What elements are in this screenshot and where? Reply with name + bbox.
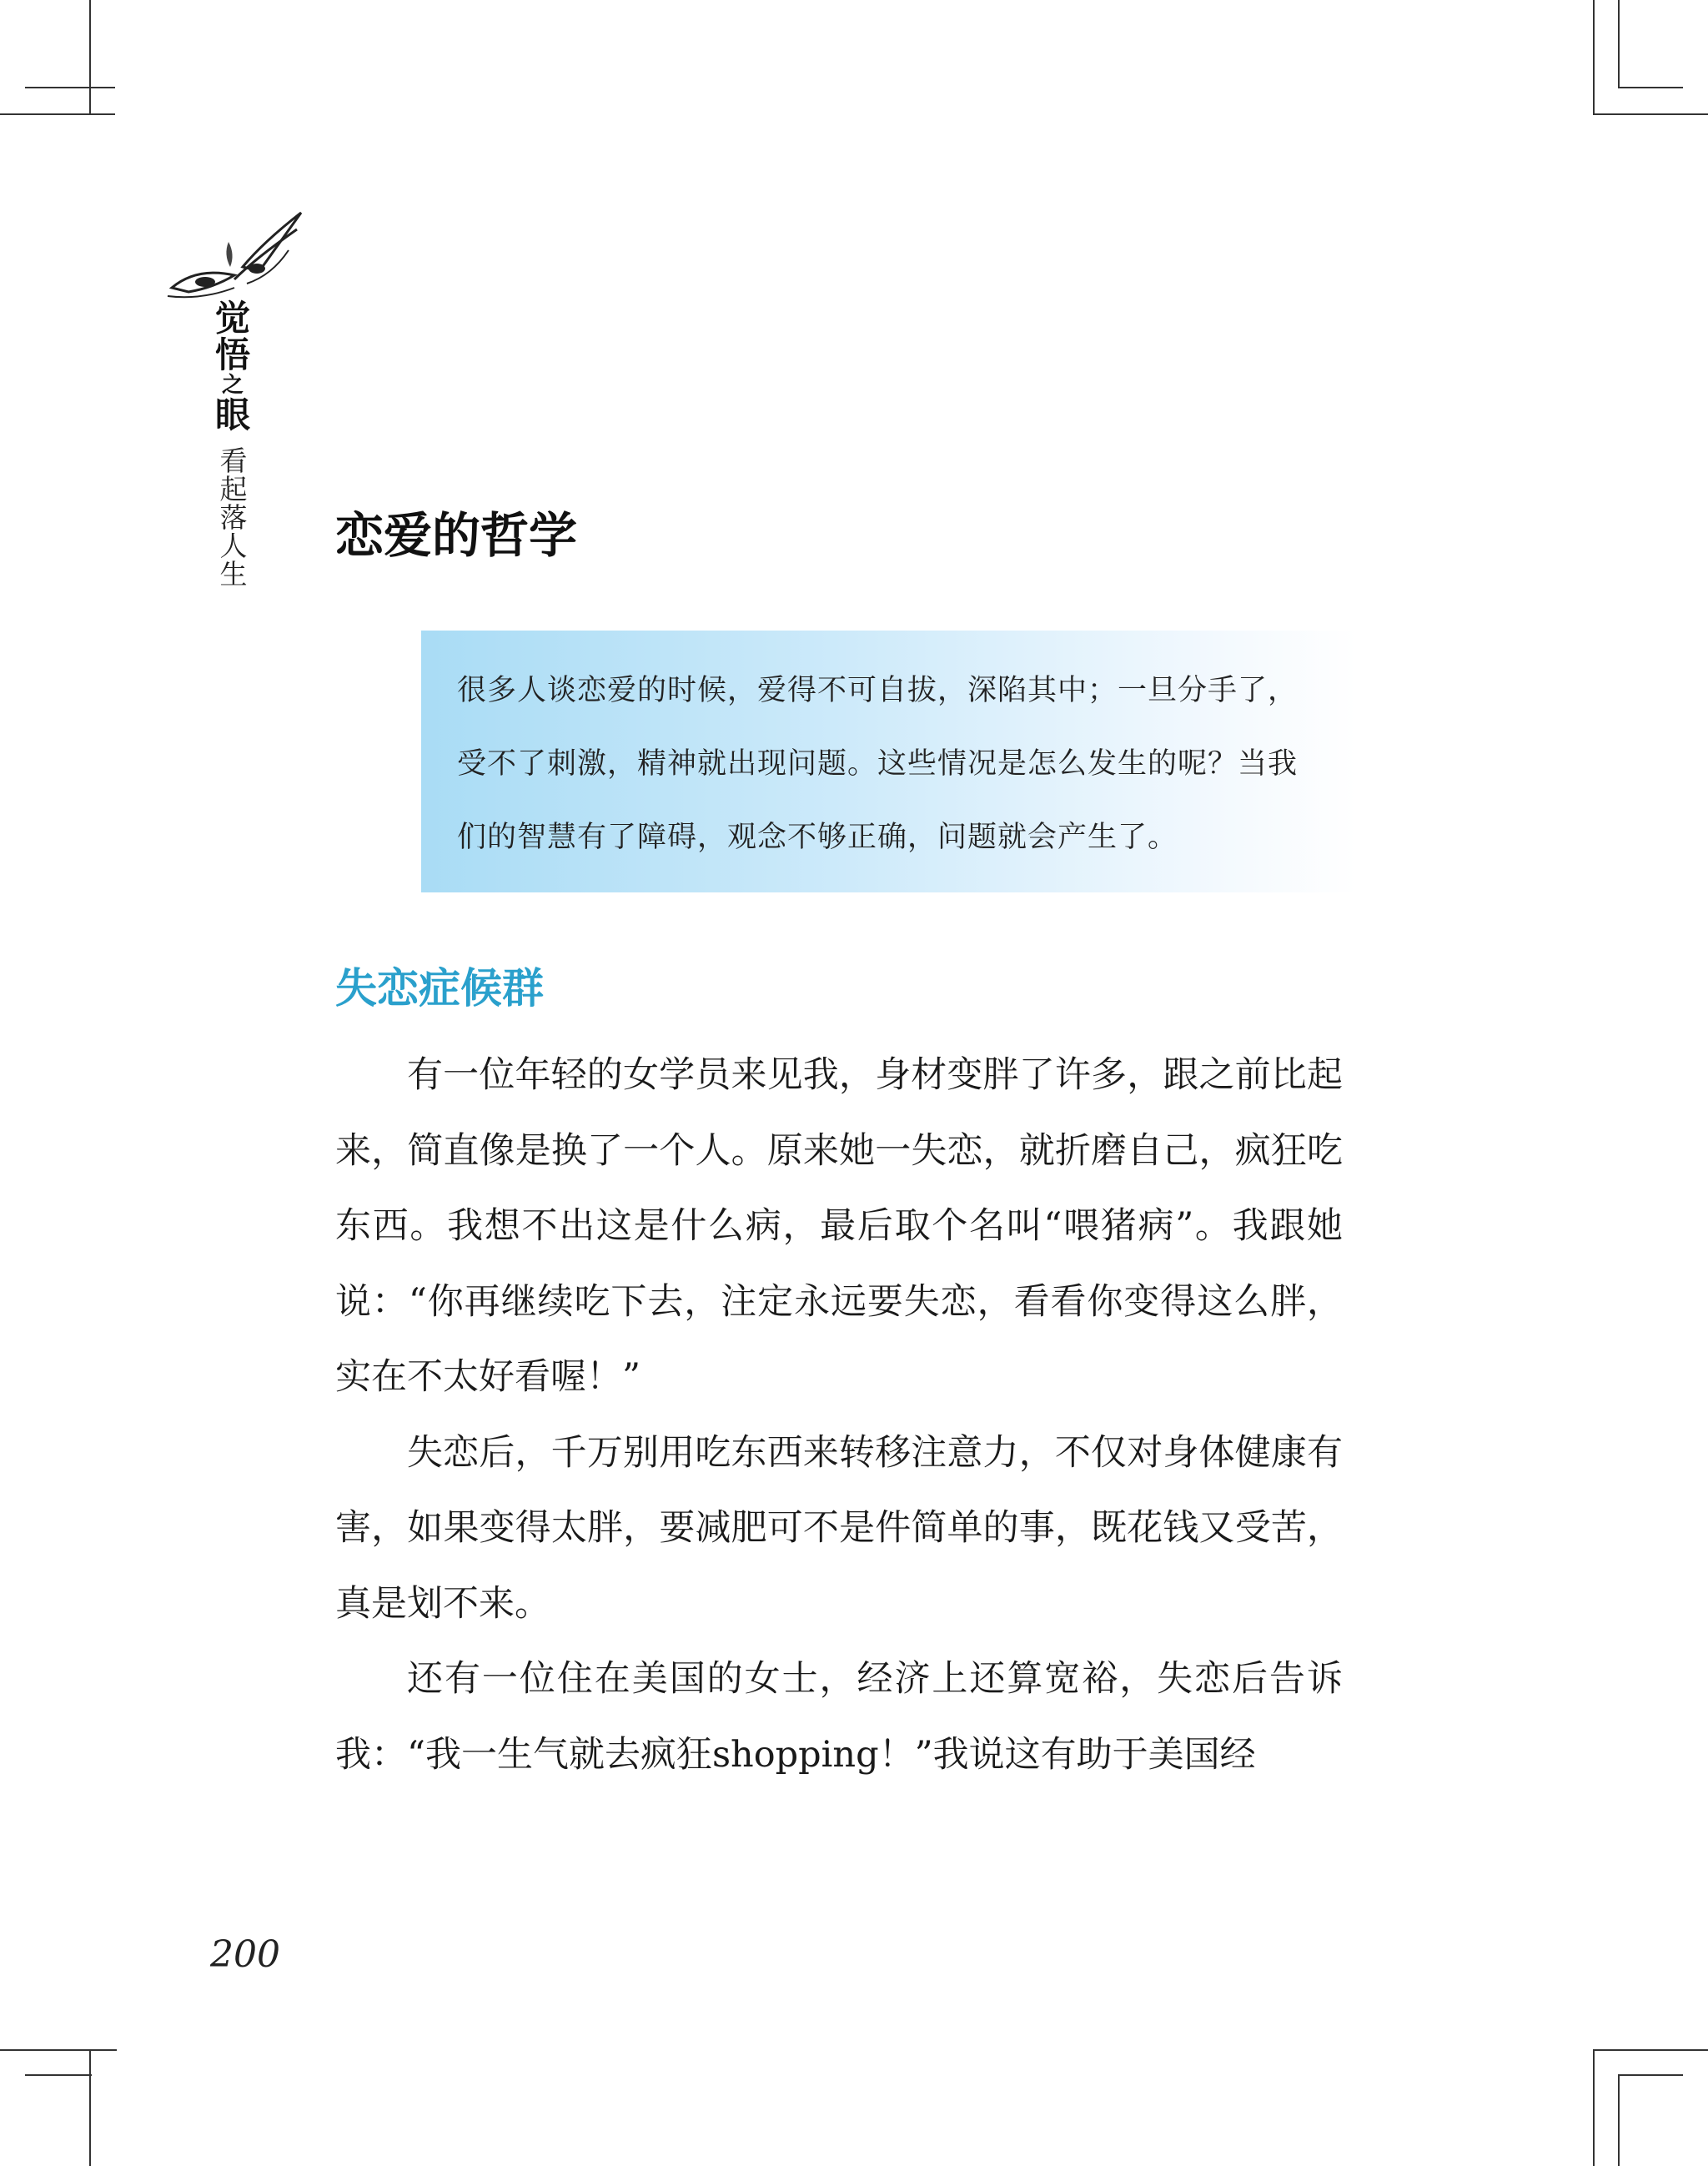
intro-line: 们的智慧有了障碍，观念不够正确，问题就会产生了。 <box>457 821 1178 854</box>
book-title-char: 悟 <box>214 334 250 375</box>
book-subtitle-char: 人 <box>219 530 248 562</box>
book-subtitle-char: 生 <box>219 558 248 590</box>
crop-mark <box>25 87 115 88</box>
crop-mark <box>25 2074 92 2076</box>
crop-mark <box>1593 2049 1595 2166</box>
intro-line: 很多人谈恋爱的时候，爱得不可自拔，深陷其中；一旦分手了， <box>457 674 1299 707</box>
crop-mark <box>1618 2074 1620 2166</box>
crop-mark <box>0 113 115 115</box>
body-paragraph: 有一位年轻的女学员来见我，身材变胖了许多，跟之前比起来，简直像是换了一个人。原来她一失恋，就折磨自己，疯狂吃东西。我想不出这是什么病，最后取个名叫“喂猪病”。我跟她说：“你再继续吃下去，注定永远要失恋，看看你变得这么胖，实在不太好看喔！” <box>335 1054 1343 1398</box>
chapter-title: 恋爱的哲学 <box>335 507 578 564</box>
intro-line: 受不了刺激，精神就出现问题。这些情况是怎么发生的呢？当我 <box>457 747 1299 781</box>
body-paragraph: 还有一位住在美国的女士，经济上还算宽裕，失恋后告诉我：“我一生气就去疯狂shopping！”我说这有助于美国经 <box>335 1658 1343 1776</box>
intro-text <box>457 654 1341 874</box>
crop-mark <box>89 0 91 115</box>
crop-mark <box>89 2049 91 2166</box>
book-subtitle-char: 看 <box>219 445 248 477</box>
section-heading: 失恋症候群 <box>335 964 544 1013</box>
book-title-char: 眼 <box>214 395 250 435</box>
page-number: 200 <box>210 1933 280 1976</box>
book-subtitle <box>215 447 252 589</box>
crop-mark <box>1618 0 1620 88</box>
body-paragraph: 失恋后，千万别用吃东西来转移注意力，不仅对身体健康有害，如果变得太胖，要减肥可不是件简单的事，既花钱又受苦，真是划不来。 <box>335 1431 1343 1625</box>
book-title <box>212 300 254 434</box>
book-title-char: 之 <box>221 373 244 398</box>
book-subtitle-char: 起 <box>219 473 248 505</box>
crop-mark <box>1618 87 1683 88</box>
crop-mark <box>1593 113 1708 115</box>
crop-mark <box>1593 2049 1708 2051</box>
crop-mark <box>1593 0 1595 115</box>
body-text <box>335 1038 1343 1792</box>
crop-mark <box>1618 2074 1683 2076</box>
book-title-char: 觉 <box>214 298 250 339</box>
book-subtitle-char: 落 <box>219 501 248 534</box>
crop-mark <box>0 2049 117 2051</box>
